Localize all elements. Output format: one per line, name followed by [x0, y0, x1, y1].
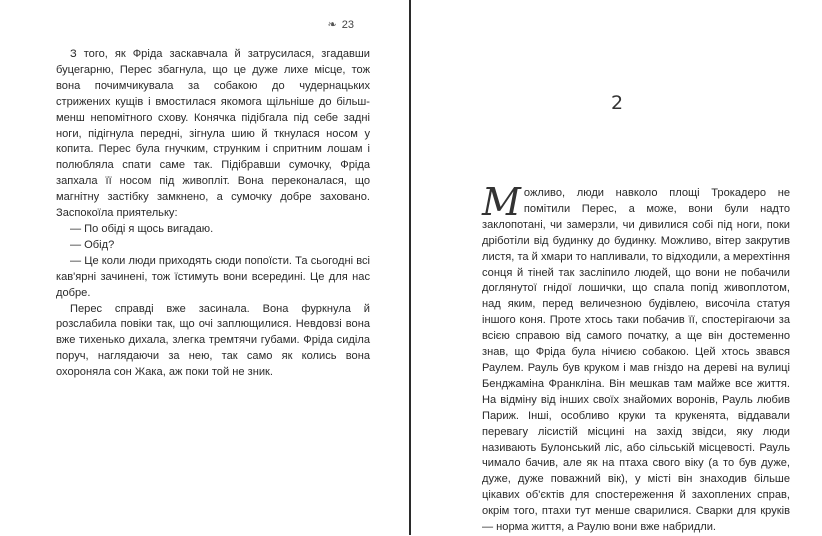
paragraph: З того, як Фріда заскавчала й затрусилася, згадавши буцегарню, Перес збагнула, що це дуже лихе місце, тож вона почимчикувала за собакою до чудернацьких стрижених кущів і вмостилася якомога щільніше до більш-менш непомітного схову. Конячка підібгала під себе задні ноги, підігнула передні, зігнула шию й ткнулася носом у копита. Перес була гнучким, струнким і спритним лошам і полюбляла спати саме так. Підібравши сумочку, Фріда запхала її носом під живопліт. Вона переконалася, що магнітну застібку замкнено, а сумочку добре заховано. Заспокоїла приятельку: — [56, 48, 370, 220]
drop-cap: М — [482, 180, 521, 224]
left-page — [0, 0, 410, 535]
paragraph: Перес справді вже засинала. Вона фуркнула й розслабила повіки так, що очі заплющилися. Невдовзі вона вже тихенько дихала, злегка тремтячи губами. Фріда сиділа поруч, наглядаючи за нею, так само як колись вона охороняла сон Жака, аж поки той не зник. — [56, 302, 370, 379]
fleuron-icon: ❧ — [327, 19, 337, 31]
right-page — [412, 0, 822, 535]
dialog-line: — Обід? — [70, 238, 115, 251]
right-body-text — [482, 180, 790, 536]
chapter-number: 2 — [610, 92, 624, 114]
paragraph-text: ожливо, люди навколо площі Трокадеро не помітили Перес, а може, вони були надто заклопотані, чи замерзли, чи дивилися собі під ноги, поки дріботіли від будинку до будинку. Можливо, вітер закрутив листя, та й хмари то напливали, то відходили, а мерехтіння сонця й тіней так засліпило людей, що вони не побачили доглянутої гнідої лошички, що спала попід живоплотом, над яким, перед величезною будівлею, височіла статуя іншого коня. Проте хтось таки побачив її, спостерігаючи за всією справою від самого початку, а ще він достеменно знав, що Фріда була нічиєю собакою. Цей хтось звався Раулем. Рауль був круком і мав гніздо на дереві на вулиці Бенджаміна Франкліна. Він мешкав там майже все життя. На відміну від інших своїх знайомих воронів, Рауль любив Париж. Інші, особливо круки та крукенята, віддавали перевагу лісистій місцині на захід звідси, яку люди називають Булонський ліс, або сільській місцевості. Рауль чимало бачив, але як на птаха свого віку (а то був дуже, дуже, дуже поважний вік), у місті він знаходив більше цікавих об'єктів для спостереження й захоплених справ, окрім того, птахи тут менше сварилися. Сварки для круків — норма життя, а Раулю вони вже набридли. — [482, 187, 790, 534]
dialog-line: — По обіді я щось вигадаю. — [70, 222, 214, 235]
dialog-line: — Це коли люди приходять сюди попоїсти. Та сьогодні всі кав'ярні зачинені, тож їстимуть вони всередині. Це для нас добре. — [56, 254, 370, 299]
left-body-text — [56, 47, 370, 381]
paragraph — [482, 180, 790, 536]
page-gutter-divider — [409, 0, 411, 535]
running-header — [328, 18, 354, 31]
page-number: 23 — [341, 18, 354, 31]
